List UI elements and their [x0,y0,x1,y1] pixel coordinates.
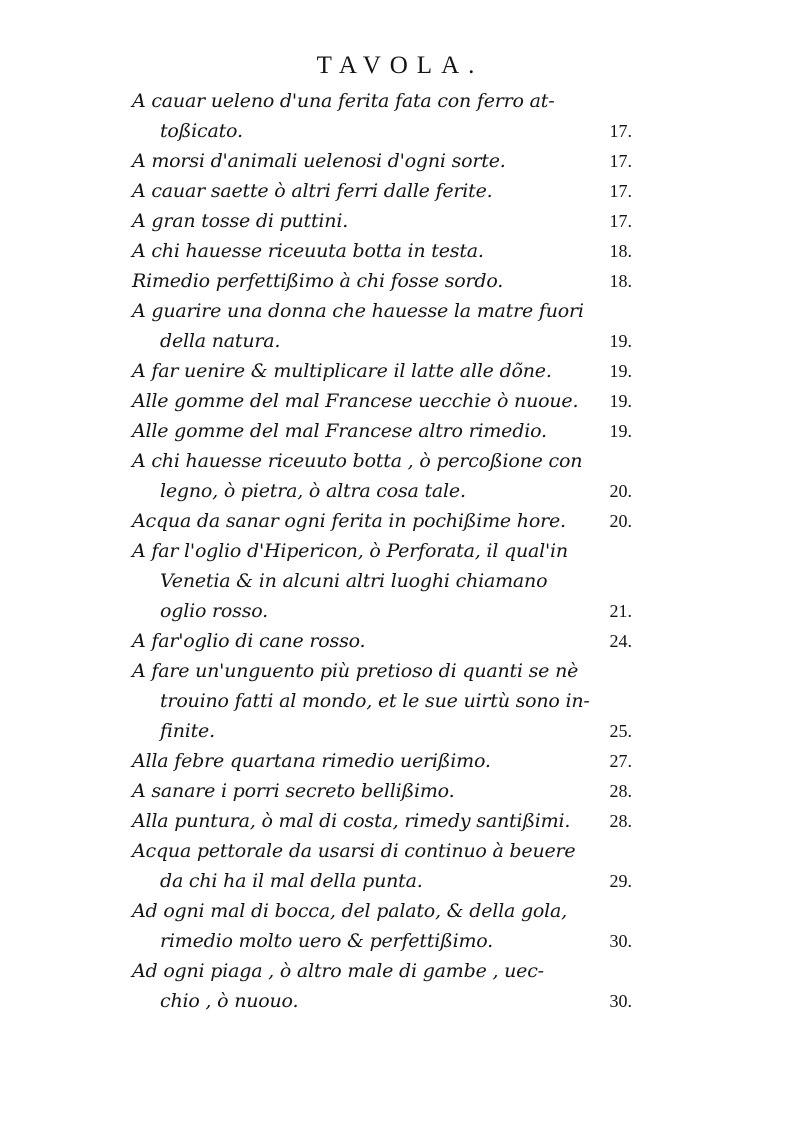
toc-entry [120,86,640,146]
entry-page-number: 17. [609,181,632,201]
entry-page-number: 29. [609,871,632,891]
entry-line [120,536,640,566]
entry-text: legno, ò pietra, ò altra cosa tale. [160,480,466,502]
toc-entry [120,176,640,206]
toc-entry [120,536,640,626]
entry-text: Ad ogni mal di bocca, del palato, & della gola, [132,900,568,922]
toc-entry [120,836,640,896]
entry-page-number: 24. [609,631,632,651]
toc-entry [120,776,640,806]
entry-text: della natura. [160,330,281,352]
entry-text: toßicato. [160,120,243,142]
entry-line [120,236,640,266]
entry-text: A cauar saette ò altri ferri dalle ferite. [132,180,493,202]
entry-line [120,386,640,416]
toc-entry [120,146,640,176]
toc-entry [120,746,640,776]
toc-entry [120,896,640,956]
entry-line [120,896,640,926]
entry-page-number: 17. [609,151,632,171]
table-of-contents [120,86,640,1016]
entry-text: A fare un'unguento più pretioso di quanti se nè [132,660,579,682]
entry-text: oglio rosso. [160,600,269,622]
entry-text: A far uenire & multiplicare il latte alle dõne. [132,360,552,382]
entry-page-number: 27. [609,751,632,771]
toc-entry [120,656,640,746]
entry-page-number: 19. [609,421,632,441]
entry-text: A cauar ueleno d'una ferita fata con ferro at- [132,90,555,112]
entry-page-number: 18. [609,241,632,261]
entry-line [120,416,640,446]
entry-line [120,776,640,806]
toc-entry [120,296,640,356]
entry-line [120,626,640,656]
entry-page-number: 25. [609,721,632,741]
toc-entry [120,416,640,446]
entry-page-number: 20. [609,481,632,501]
entry-text: A guarire una donna che hauesse la matre fuori [132,300,584,322]
entry-line [120,176,640,206]
entry-continuation-line [120,476,640,506]
entry-page-number: 30. [609,991,632,1011]
entry-text: A chi hauesse riceuuta botta in testa. [132,240,484,262]
entry-text: A morsi d'animali uelenosi d'ogni sorte. [132,150,506,172]
entry-text: Alla febre quartana rimedio uerißimo. [132,750,491,772]
entry-line [120,956,640,986]
entry-line [120,446,640,476]
entry-text: Rimedio perfettißimo à chi fosse sordo. [132,270,504,292]
entry-line [120,746,640,776]
toc-entry [120,806,640,836]
entry-text: A far'oglio di cane rosso. [132,630,366,652]
toc-entry [120,956,640,1016]
entry-text: rimedio molto uero & perfettißimo. [160,930,494,952]
toc-entry [120,506,640,536]
entry-line [120,506,640,536]
entry-text: Acqua pettorale da usarsi di continuo à beuere [132,840,576,862]
entry-page-number: 19. [609,361,632,381]
entry-page-number: 28. [609,811,632,831]
toc-entry [120,386,640,416]
entry-text: chio , ò nuouo. [160,990,299,1012]
entry-text: Alla puntura, ò mal di costa, rimedy santißimi. [132,810,571,832]
entry-text: Acqua da sanar ogni ferita in pochißime hore. [132,510,566,532]
entry-continuation-line [120,596,640,626]
entry-line [120,356,640,386]
entry-continuation-line [120,116,640,146]
entry-line [120,146,640,176]
entry-text: Alle gomme del mal Francese altro rimedio. [132,420,547,442]
entry-page-number: 17. [609,121,632,141]
entry-text: Venetia & in alcuni altri luoghi chiamano [160,570,548,592]
entry-line [120,206,640,236]
entry-continuation-line [120,986,640,1016]
entry-text: finite. [160,720,215,742]
entry-text: A gran tosse di puttini. [132,210,349,232]
page-heading: TAVOLA. [316,52,484,79]
entry-line [120,656,640,686]
entry-continuation-line [120,326,640,356]
entry-text: Alle gomme del mal Francese uecchie ò nuoue. [132,390,579,412]
entry-line [120,296,640,326]
entry-line [120,806,640,836]
entry-text: A chi hauesse riceuuto botta , ò percoßione con [132,450,583,472]
entry-continuation-line [120,866,640,896]
entry-line [120,266,640,296]
entry-page-number: 30. [609,931,632,951]
toc-entry [120,206,640,236]
entry-continuation-line [120,566,640,596]
entry-page-number: 18. [609,271,632,291]
entry-page-number: 20. [609,511,632,531]
entry-text: trouino fatti al mondo, et le sue uirtù sono in- [160,690,590,712]
entry-page-number: 19. [609,391,632,411]
entry-text: Ad ogni piaga , ò altro male di gambe , uec- [132,960,544,982]
entry-line [120,836,640,866]
toc-entry [120,356,640,386]
entry-page-number: 19. [609,331,632,351]
toc-entry [120,236,640,266]
toc-entry [120,446,640,506]
entry-text: A sanare i porri secreto bellißimo. [132,780,455,802]
toc-entry [120,626,640,656]
entry-text: A far l'oglio d'Hipericon, ò Perforata, il qual'in [132,540,568,562]
entry-continuation-line [120,926,640,956]
entry-page-number: 28. [609,781,632,801]
entry-page-number: 17. [609,211,632,231]
entry-text: da chi ha il mal della punta. [160,870,423,892]
entry-line [120,86,640,116]
entry-continuation-line [120,686,640,716]
entry-continuation-line [120,716,640,746]
entry-page-number: 21. [609,601,632,621]
toc-entry [120,266,640,296]
